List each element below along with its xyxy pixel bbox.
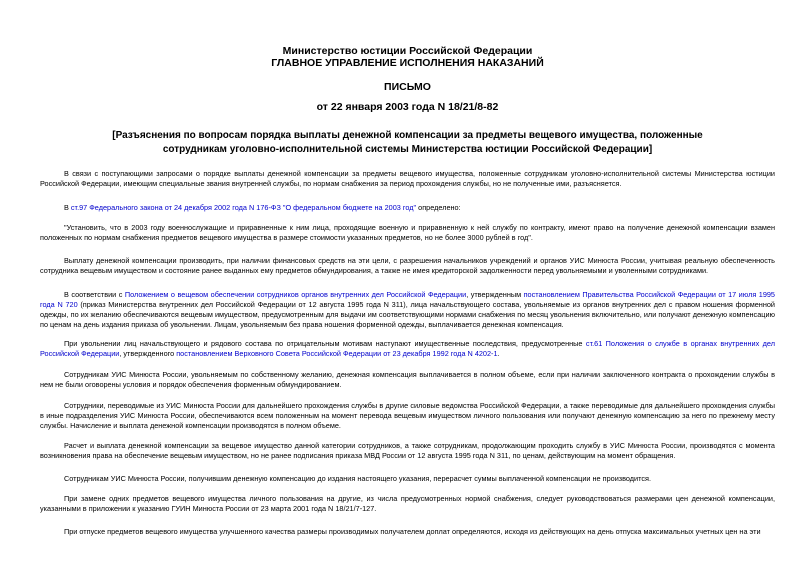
paragraph-9: Расчет и выплата денежной компенсации за вещевое имущество данной категории сотрудников, а также сотрудникам, продолжающим проходить службу в УИС Минюста России, производятся с момента возникновения права на обеспечение вещевым имуществом, но не ранее подписания приказа МВД России от 12 августа 1995 года N 311, по ценам, действующим на момент обращения. xyxy=(40,441,775,460)
paragraph-3: "Установить, что в 2003 году военнослужащие и приравненные к ним лица, проходящие военную и приравненную к ней службу по контракту, имеют право на получение денежной компенсации взамен положенных по нормам снабжения предметов вещевого имущества в размере стоимости указанных предметов, но не более 3000 рублей в год". xyxy=(40,223,775,242)
paragraph-8: Сотрудники, переводимые из УИС Минюста России для дальнейшего прохождения службы в другие силовые ведомства Российской Федерации, а также переводимые для дальнейшего прохождения службы в иные подразделения УИС Минюста России, обеспечиваются всем положенным на момент перевода вещевым имуществом личного пользования или получают денежную компенсацию за него по прежнему месту службы. Начисление и выплата денежной компенсации производятся в полном объеме. xyxy=(40,401,775,430)
department-name: ГЛАВНОЕ УПРАВЛЕНИЕ ИСПОЛНЕНИЯ НАКАЗАНИЙ xyxy=(271,57,544,69)
service-regulation-article-link[interactable]: ст.61 Положения о службе в органах внутренних дел Российской Федерации xyxy=(40,339,775,358)
supreme-council-decree-link[interactable]: постановлением Верховного Совета Российской Федерации от 23 декабря 1992 года N 4202-1 xyxy=(176,349,498,358)
paragraph-7: Сотрудникам УИС Минюста России, увольняемым по собственному желанию, денежная компенсация выплачивается в полном объеме, если при наличии заключенного контракта о прохождении службы в нем не были оговорены условия и порядок обеспечения форменным обмундированием. xyxy=(40,370,775,389)
paragraph-10: Сотрудникам УИС Минюста России, получившим денежную компенсацию до издания настоящего указания, перерасчет суммы выплаченной компенсации не производится. xyxy=(64,474,652,483)
paragraph-12: При отпуске предметов вещевого имущества улучшенного качества размеры производимых получателем доплат определяются, исходя из действующих на день отпуска максимальных учетных цен на эти xyxy=(64,527,761,536)
paragraph-6-post: . xyxy=(497,349,500,358)
paragraph-5 xyxy=(40,290,775,330)
document-title: [Разъяснения по вопросам порядка выплаты денежной компенсации за предметы вещевого имущества, положенные сотрудникам уголовно-исполнительной системы Министерства юстиции Российской Федерации] xyxy=(112,130,703,155)
government-decree-link[interactable]: постановлением Правительства Российской Федерации от 17 июля 1995 года N 720 xyxy=(40,290,775,309)
ministry-name: Министерство юстиции Российской Федерации xyxy=(282,45,533,57)
paragraph-5-mid: , утвержденным xyxy=(466,290,524,299)
paragraph-2-pre: В xyxy=(64,203,71,212)
paragraph-5-pre: В соответствии с xyxy=(64,290,125,299)
paragraph-1: В связи с поступающими запросами о порядке выплаты денежной компенсации за предметы вещевого имущества, положенные сотрудникам уголовно-исполнительной системы Министерства юстиции Российской Федерации, имеющим специальные звания внутренней службы, по нормам снабжения за период прохождения службы, но не полученные ими, разъясняется. xyxy=(40,169,775,188)
paragraph-11: При замене одних предметов вещевого имущества личного пользования на другие, из числа предусмотренных нормой снабжения, следует руководствоваться размерами цен денежной компенсации, указанными в приложении к указанию ГУИН Минюста России от 23 марта 2001 года N 18/21/7-127. xyxy=(40,494,775,513)
paragraph-6 xyxy=(40,339,775,359)
document-type: ПИСЬМО xyxy=(384,81,431,93)
paragraph-2-post: определено: xyxy=(416,203,461,212)
budget-law-link[interactable]: ст.97 Федерального закона от 24 декабря 2002 года N 176-ФЗ "О федеральном бюджете на 2003 год" xyxy=(70,203,417,212)
paragraph-6-pre: При увольнении лиц начальствующего и рядового состава по отрицательным мотивам наступают имущественные последствия, предусмотренные xyxy=(64,339,586,348)
paragraph-2 xyxy=(40,203,775,213)
paragraph-4: Выплату денежной компенсации производить, при наличии финансовых средств на эти цели, с разрешения начальников учреждений и органов УИС Минюста России, учитывая реальную обеспеченность сотрудника вещевым имуществом и состояние ранее выданных ему предметов обмундирования, а также не имея кредиторской задолженности перед увольняемыми и уволенными сотрудниками. xyxy=(40,256,775,275)
paragraph-5-post: (приказ Министерства внутренних дел Российской Федерации от 12 августа 1995 года N 311), лица начальствующего состава, увольняемые из органов внутренних дел с правом ношения форменной одежды, по их желанию обеспечиваются вещевым имуществом, предусмотренным для выдачи им соответствующими нормами снабжения по месяц увольнения включительно, или получают денежную компенсацию по ценам на день издания приказа об увольнении. Лицам, увольняемым без права ношения форменной одежды, выплачивается денежная компенсация. xyxy=(40,300,776,329)
clothing-regulation-link[interactable]: Положением о вещевом обеспечении сотрудников органов внутренних дел Российской Федерации xyxy=(124,290,467,299)
paragraph-6-mid: , утвержденного xyxy=(119,349,177,358)
document-date-number: от 22 января 2003 года N 18/21/8-82 xyxy=(316,101,499,113)
